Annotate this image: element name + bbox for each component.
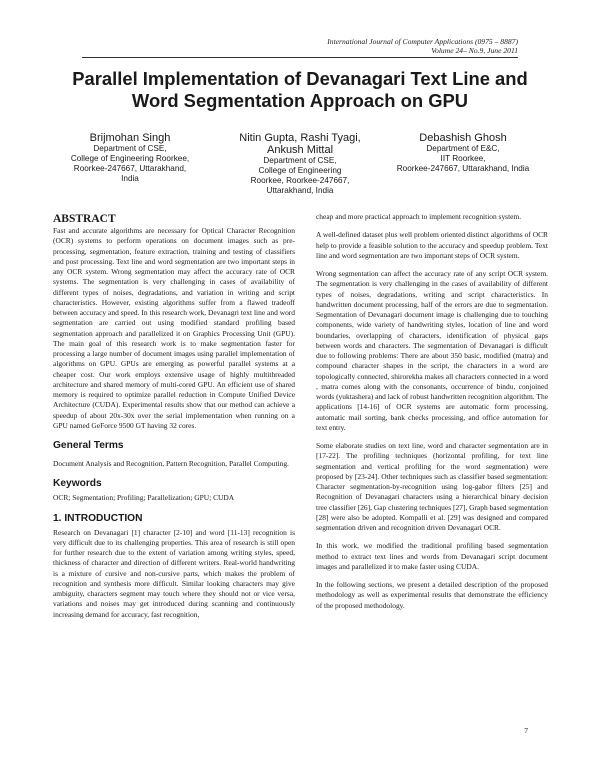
paragraph: cheap and more practical approach to implement recognition system.: [316, 212, 522, 221]
author-block-1: [56, 132, 204, 184]
abstract-text: Fast and accurate algorithms are necessary for Optical Character Recognition (OCR) systems to perform operations on document images such as pre-processing, segmentation, feature extraction, training and testing of classifiers and post processing. Text line and word segmentation are two important steps in any OCR system. Wrong segmentation may affect the accuracy rate of OCR systems. The segmentation is very challenging in cases of availability of different types of noises, degradations, and variation in writing and script characteristics. However, existing algorithms suffer from a flawed tradeoff between accuracy and speed. In this research work, Devanagri text line and word segmentation are carried out using modified standard profiling based segmentation approach and parallelized it on Graphics Processing Unit (GPU). The main goal of this research work is to make segmentation faster for processing a large number of document images using parallel implementation of algorithms on GPU. GPUs are emerging as powerful parallel systems at a cheaper cost. Our work employs extensive usage of highly multithreaded architecture and shared memory of multi-cored GPU. An efficient use of shared memory is required to optimize parallel reduction in Compute Unified Device Architecture (CUDA). Experimental results show that our method can achieve a speedup of about 20x-30x over the serial implementation when running on a GPU named GeForce 9500 GT having 32 cores.: [53, 226, 295, 430]
paragraph: In the following sections, we present a detailed description of the proposed methodology as well as experimental results that demonstrate the efficiency of the proposed methodology.: [316, 580, 548, 610]
author-name: Brijmohan Singh: [89, 132, 171, 144]
journal-header: [218, 37, 518, 55]
right-column: [316, 212, 548, 619]
keywords-heading: Keywords: [53, 478, 102, 490]
introduction-text: Research on Devanagari [1] character [2-10] and word [11-13] recognition is very difficult due to its challenging properties. This area of research is still open for further research due to the extent of variation among writing styles, speed, thickness of character and direction of different writers. Real-world handwriting is a mixture of cursive and non-cursive parts, which makes the problem of recognition and synthesis more difficult. Similar looking characters may give ambiguity, characters segment may touch where they should not or vice versa, variations and noises may get introduced during scanning and continuously increasing demand for accuracy, fast recognition,: [53, 527, 295, 619]
author-name: Nitin Gupta, Rashi Tyagi, Ankush Mittal: [239, 132, 361, 156]
author-name: Debashish Ghosh: [419, 132, 507, 144]
author-block-3: [378, 132, 548, 174]
paragraph: Some elaborate studies on text line, word and character segmentation are in [17-22]. The profiling techniques (horizontal profiling, for text line segmentation and vertical profiling for the word segmentation) were proposed by [23-24]. Other techniques such as classifier based segmentation: Character segmentation-by-recognition using log-gabor filters [25] and Recognition of Devanagari characters using a hierarchical binary decision tree classifier [26], Gap clustering techniques [27], Graph based segmentation [28] were also be adopted. Kompalli et al. [29] was designed and compared segmentation driven and recognition driven Devanagari OCR.: [316, 441, 548, 532]
header-rule: [82, 57, 518, 58]
author-affiliation: Department of CSE, College of Engineering Roorkee, Roorkee-247667, Uttarakhand, India: [70, 144, 190, 183]
paragraph: Wrong segmentation can affect the accuracy rate of any script OCR system. The segmentation is very challenging in the cases of availability of different types of noises, degradations, writing and script characteristics. In handwritten document processing, half of the errors are due to segmentation. Segmentation of Devanagari document image is challenging due to touching components, wide variety of handwriting styles, location of line and word boundaries, overlapping of characters, identification of physical gaps between words and characters. The segmentation of Devanagari is difficult due to following problems: There are about 350 basic, modified (matra) and compound character shapes in the script, the characters in a word are topologically connected, shirorekha makes all characters connected in a word , matra comes along with the consonants, occurrence of bindu, conjoined words (yuktashera) and lack of robust handwritten recognition algorithm. The applications [14-16] of OCR systems are automatic form processing, automatic mail sorting, bank checks processing, and office automation for text entry.: [316, 269, 548, 432]
title-line-2: Word Segmentation Approach on GPU: [131, 90, 469, 111]
general-terms-text: Document Analysis and Recognition, Pattern Recognition, Parallel Computing.: [53, 459, 289, 468]
paragraph: In this work, we modified the traditional profiling based segmentation method to extract text lines and words from Devanagari script document images and parallelized it to make faster using CUDA.: [316, 541, 548, 571]
page-number: 7: [524, 726, 528, 735]
abstract-heading: ABSTRACT: [53, 213, 116, 225]
paragraph: A well-defined dataset plus well problem oriented distinct algorithms of OCR help to provide a feasible solution to the accuracy and speedup problem. Text line and word segmentation are two important steps of OCR system.: [316, 230, 548, 260]
introduction-heading: 1. INTRODUCTION: [53, 512, 143, 524]
journal-name: International Journal of Computer Applications (0975 – 8887): [327, 37, 518, 46]
author-block-2: [230, 132, 370, 196]
title-line-1: Parallel Implementation of Devanagari Text Line and: [72, 68, 528, 89]
left-column: [53, 212, 295, 628]
keywords-text: OCR; Segmentation; Profiling; Parallelization; GPU; CUDA: [53, 493, 235, 503]
journal-volume: Volume 24– No.9, June 2011: [431, 46, 518, 55]
general-terms-heading: General Terms: [53, 440, 124, 451]
paper-title: [60, 68, 540, 112]
author-affiliation: Department of CSE, College of Engineering Roorkee, Roorkee-247667, Uttarakhand, India: [250, 156, 350, 195]
author-affiliation: Department of E&C, IIT Roorkee, Roorkee-247667, Uttarakhand, India: [396, 144, 530, 173]
